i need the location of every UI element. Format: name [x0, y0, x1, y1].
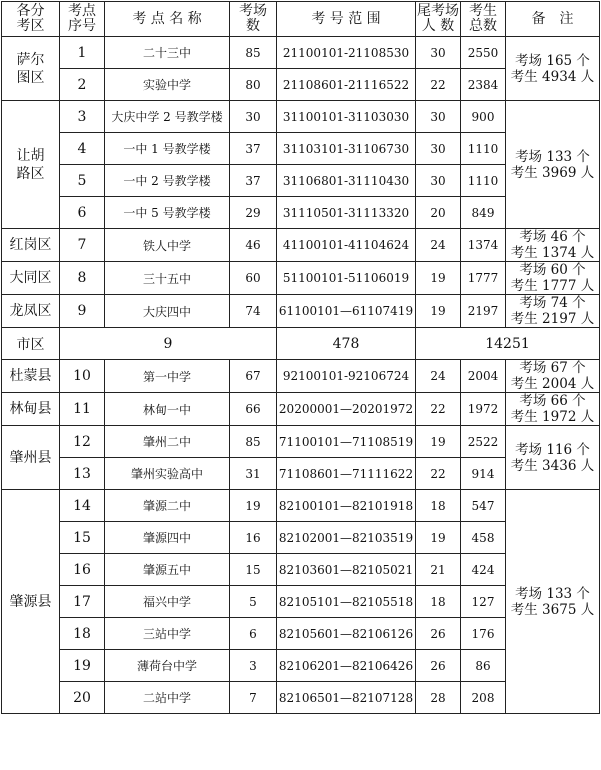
tail-cell: 19 — [416, 295, 461, 328]
seq-cell: 20 — [60, 682, 105, 714]
note-cell — [506, 490, 600, 714]
total-cell: 86 — [461, 650, 506, 682]
tail-cell: 22 — [416, 393, 461, 426]
area-label: 杜蒙县 — [9, 368, 52, 384]
range-cell: 82100101—82101918 — [277, 490, 416, 522]
note-cell — [506, 426, 600, 490]
site-cell: 一中 1 号教学楼 — [105, 133, 230, 165]
note-line: 考生 3436 人 — [510, 457, 595, 474]
range-cell: 21100101-21108530 — [277, 37, 416, 69]
area-label: 图区 — [16, 69, 45, 86]
summary-sites: 9 — [60, 328, 277, 360]
range-cell: 61100101—61107419 — [277, 295, 416, 328]
note-line: 考场 66 个 — [519, 393, 586, 409]
table-row — [2, 393, 600, 426]
range-cell: 82103601—82105021 — [277, 554, 416, 586]
tail-cell: 26 — [416, 650, 461, 682]
area-cell — [2, 426, 60, 490]
note-line: 考生 1374 人 — [510, 245, 595, 261]
tail-cell: 22 — [416, 458, 461, 490]
summary-label: 市区 — [2, 328, 60, 360]
tail-cell: 22 — [416, 69, 461, 101]
tail-cell: 24 — [416, 229, 461, 262]
header-range: 考 号 范 围 — [277, 2, 416, 37]
rooms-cell: 74 — [230, 295, 277, 328]
note-cell — [506, 229, 600, 262]
site-cell: 福兴中学 — [105, 586, 230, 618]
rooms-cell: 60 — [230, 262, 277, 295]
range-cell: 71108601—71111622 — [277, 458, 416, 490]
range-cell: 21108601-21116522 — [277, 69, 416, 101]
area-cell — [2, 393, 60, 426]
rooms-cell: 67 — [230, 360, 277, 393]
note-cell — [506, 262, 600, 295]
total-cell: 900 — [461, 101, 506, 133]
seq-cell: 15 — [60, 522, 105, 554]
table-row — [2, 490, 600, 522]
seq-cell: 9 — [60, 295, 105, 328]
seq-cell: 4 — [60, 133, 105, 165]
total-cell: 1110 — [461, 133, 506, 165]
header-site: 考 点 名 称 — [105, 2, 230, 37]
site-cell: 肇州实验高中 — [105, 458, 230, 490]
table-row — [2, 262, 600, 295]
summary-rooms: 478 — [277, 328, 416, 360]
note-cell — [506, 360, 600, 393]
range-cell: 82102001—82103519 — [277, 522, 416, 554]
total-cell: 2004 — [461, 360, 506, 393]
note-line: 考生 2197 人 — [510, 311, 595, 327]
area-cell — [2, 101, 60, 229]
total-cell: 849 — [461, 197, 506, 229]
tail-cell: 26 — [416, 618, 461, 650]
header-area: 各分 考区 — [2, 2, 60, 37]
total-cell: 2384 — [461, 69, 506, 101]
seq-cell: 19 — [60, 650, 105, 682]
note-cell — [506, 295, 600, 328]
seq-cell: 16 — [60, 554, 105, 586]
seq-cell: 18 — [60, 618, 105, 650]
note-line: 考生 3675 人 — [510, 601, 595, 618]
rooms-cell: 15 — [230, 554, 277, 586]
site-cell: 二站中学 — [105, 682, 230, 714]
tail-cell: 20 — [416, 197, 461, 229]
total-cell: 176 — [461, 618, 506, 650]
site-cell: 薄荷台中学 — [105, 650, 230, 682]
rooms-cell: 37 — [230, 165, 277, 197]
table-body-urban — [2, 37, 600, 328]
range-cell: 82106501—82107128 — [277, 682, 416, 714]
rooms-cell: 3 — [230, 650, 277, 682]
note-cell — [506, 101, 600, 229]
site-cell: 肇源五中 — [105, 554, 230, 586]
seq-cell: 13 — [60, 458, 105, 490]
note-line: 考场 116 个 — [515, 441, 590, 458]
rooms-cell: 66 — [230, 393, 277, 426]
range-cell: 82105601—82106126 — [277, 618, 416, 650]
tail-cell: 28 — [416, 682, 461, 714]
seq-cell: 7 — [60, 229, 105, 262]
area-cell — [2, 360, 60, 393]
site-cell: 大庆中学 2 号教学楼 — [105, 101, 230, 133]
site-cell: 一中 2 号教学楼 — [105, 165, 230, 197]
site-cell: 大庆四中 — [105, 295, 230, 328]
area-cell — [2, 490, 60, 714]
tail-cell: 30 — [416, 37, 461, 69]
total-cell: 1110 — [461, 165, 506, 197]
seq-cell: 10 — [60, 360, 105, 393]
note-line: 考场 165 个 — [515, 52, 590, 69]
header-tail: 尾考场 人 数 — [416, 2, 461, 37]
tail-cell: 19 — [416, 262, 461, 295]
total-cell: 2522 — [461, 426, 506, 458]
tail-cell: 18 — [416, 586, 461, 618]
range-cell: 20200001—20201972 — [277, 393, 416, 426]
rooms-cell: 46 — [230, 229, 277, 262]
table-row — [2, 37, 600, 69]
note-cell — [506, 37, 600, 101]
rooms-cell: 29 — [230, 197, 277, 229]
seq-cell: 3 — [60, 101, 105, 133]
site-cell: 一中 5 号教学楼 — [105, 197, 230, 229]
site-cell: 三站中学 — [105, 618, 230, 650]
area-label: 大同区 — [9, 270, 52, 286]
area-label: 路区 — [16, 165, 45, 182]
range-cell: 82105101—82105518 — [277, 586, 416, 618]
tail-cell: 24 — [416, 360, 461, 393]
note-line: 考生 1777 人 — [510, 278, 595, 294]
note-line: 考场 74 个 — [519, 295, 586, 311]
range-cell: 31100101-31103030 — [277, 101, 416, 133]
range-cell: 82106201—82106426 — [277, 650, 416, 682]
site-cell: 肇源二中 — [105, 490, 230, 522]
site-cell: 实验中学 — [105, 69, 230, 101]
site-cell: 第一中学 — [105, 360, 230, 393]
tail-cell: 18 — [416, 490, 461, 522]
site-cell: 三十五中 — [105, 262, 230, 295]
seq-cell: 11 — [60, 393, 105, 426]
range-cell: 31103101-31106730 — [277, 133, 416, 165]
site-cell: 二十三中 — [105, 37, 230, 69]
site-cell: 铁人中学 — [105, 229, 230, 262]
total-cell: 1972 — [461, 393, 506, 426]
rooms-cell: 37 — [230, 133, 277, 165]
total-cell: 1777 — [461, 262, 506, 295]
range-cell: 41100101-41104624 — [277, 229, 416, 262]
total-cell: 2197 — [461, 295, 506, 328]
note-line: 考场 67 个 — [519, 360, 586, 376]
rooms-cell: 85 — [230, 37, 277, 69]
seq-cell: 17 — [60, 586, 105, 618]
seq-cell: 8 — [60, 262, 105, 295]
note-line: 考场 46 个 — [519, 229, 586, 245]
site-cell: 肇源四中 — [105, 522, 230, 554]
site-cell: 林甸一中 — [105, 393, 230, 426]
total-cell: 424 — [461, 554, 506, 586]
area-cell — [2, 295, 60, 328]
table-row — [2, 101, 600, 133]
table-row — [2, 229, 600, 262]
total-cell: 208 — [461, 682, 506, 714]
area-label: 红岗区 — [9, 237, 52, 253]
tail-cell: 19 — [416, 522, 461, 554]
total-cell: 127 — [461, 586, 506, 618]
table-body-counties — [2, 360, 600, 714]
header-total: 考生 总数 — [461, 2, 506, 37]
note-line: 考场 60 个 — [519, 262, 586, 278]
total-cell: 458 — [461, 522, 506, 554]
seq-cell: 14 — [60, 490, 105, 522]
range-cell: 31110501-31113320 — [277, 197, 416, 229]
tail-cell: 30 — [416, 165, 461, 197]
table-body-summary — [2, 328, 600, 360]
seq-cell: 2 — [60, 69, 105, 101]
rooms-cell: 5 — [230, 586, 277, 618]
seq-cell: 12 — [60, 426, 105, 458]
total-cell: 547 — [461, 490, 506, 522]
area-label: 肇州县 — [9, 449, 52, 466]
note-line: 考生 2004 人 — [510, 376, 595, 392]
summary-students: 14251 — [416, 328, 600, 360]
table-row — [2, 295, 600, 328]
note-cell — [506, 393, 600, 426]
area-label: 萨尔 — [16, 51, 45, 68]
rooms-cell: 80 — [230, 69, 277, 101]
tail-cell: 19 — [416, 426, 461, 458]
site-cell: 肇州二中 — [105, 426, 230, 458]
summary-row — [2, 328, 600, 360]
rooms-cell: 30 — [230, 101, 277, 133]
note-line: 考场 133 个 — [515, 585, 590, 602]
area-label: 肇源县 — [9, 593, 52, 610]
tail-cell: 30 — [416, 133, 461, 165]
table-row — [2, 426, 600, 458]
range-cell: 31106801-31110430 — [277, 165, 416, 197]
rooms-cell: 31 — [230, 458, 277, 490]
tail-cell: 30 — [416, 101, 461, 133]
rooms-cell: 7 — [230, 682, 277, 714]
note-line: 考场 133 个 — [515, 148, 590, 165]
rooms-cell: 85 — [230, 426, 277, 458]
total-cell: 2550 — [461, 37, 506, 69]
note-line: 考生 1972 人 — [510, 409, 595, 425]
range-cell: 51100101-51106019 — [277, 262, 416, 295]
area-cell — [2, 37, 60, 101]
range-cell: 92100101-92106724 — [277, 360, 416, 393]
total-cell: 914 — [461, 458, 506, 490]
area-label: 龙凤区 — [9, 303, 52, 319]
header-row — [2, 2, 600, 37]
rooms-cell: 19 — [230, 490, 277, 522]
header-note: 备 注 — [506, 2, 600, 37]
seq-cell: 6 — [60, 197, 105, 229]
area-label: 林甸县 — [9, 401, 52, 417]
total-cell: 1374 — [461, 229, 506, 262]
tail-cell: 21 — [416, 554, 461, 586]
range-cell: 71100101—71108519 — [277, 426, 416, 458]
note-line: 考生 3969 人 — [510, 164, 595, 181]
rooms-cell: 16 — [230, 522, 277, 554]
rooms-cell: 6 — [230, 618, 277, 650]
header-rooms: 考场 数 — [230, 2, 277, 37]
area-label: 让胡 — [16, 147, 45, 164]
note-line: 考生 4934 人 — [510, 68, 595, 85]
exam-sites-table — [1, 1, 600, 714]
header-seq: 考点 序号 — [60, 2, 105, 37]
area-cell — [2, 262, 60, 295]
seq-cell: 5 — [60, 165, 105, 197]
table-row — [2, 360, 600, 393]
area-cell — [2, 229, 60, 262]
seq-cell: 1 — [60, 37, 105, 69]
